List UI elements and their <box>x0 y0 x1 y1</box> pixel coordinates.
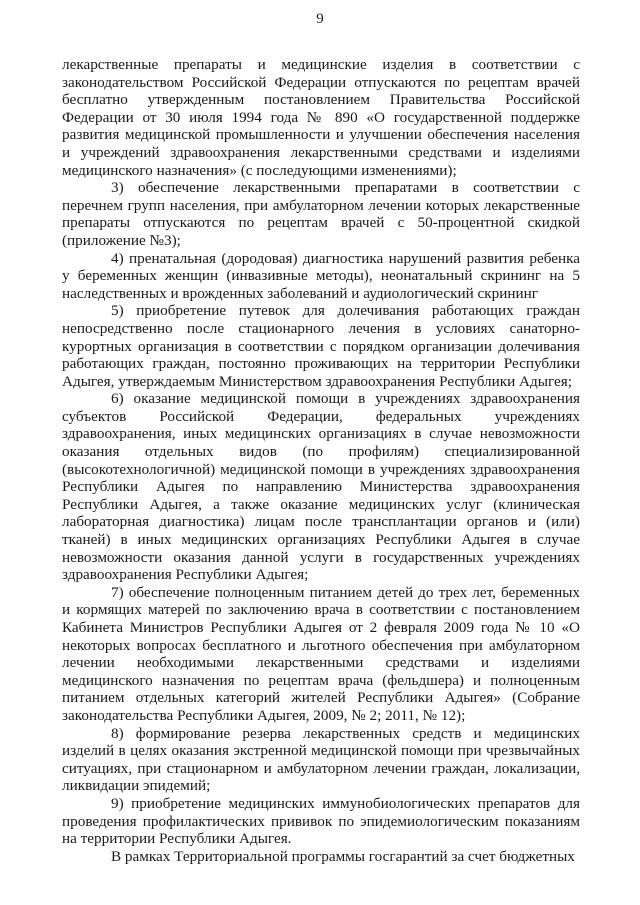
paragraph-item-5: 5) приобретение путевок для долечивания работающих граждан непосредственно после стационарного лечения в условиях санаторно-курортных организация в соответствии с порядком организации долечивания работающих граждан, постоянно проживающих на территории Республики Адыгея, утверждаемым Министерством здравоохранения Республики Адыгея; <box>62 302 580 390</box>
paragraph-item-4: 4) пренатальная (дородовая) диагностика нарушений развития ребенка у беременных женщин (инвазивные методы), неонатальный скрининг на 5 наследственных и врожденных заболеваний и аудиологический скрининг <box>62 249 580 302</box>
paragraph-item-3: 3) обеспечение лекарственными препаратами в соответствии с перечнем групп населения, при амбулаторном лечении которых лекарственные препараты отпускаются по рецептам врачей с 50-процентной скидкой (приложение №3); <box>62 179 580 249</box>
paragraph-item-9: 9) приобретение медицинских иммунобиологических препаратов для проведения профилактических прививок по эпидемиологическим показаниям на территории Республики Адыгея. <box>62 794 580 848</box>
paragraph-item-6: 6) оказание медицинской помощи в учреждениях здравоохранения субъектов Российской Федерации, федеральных учреждениях здравоохранения, иных медицинских организациях в случае невозможности оказания отдельных видов (по профилям) специализированной (высокотехнологичной) медицинской помощи в учреждениях здравоохранения Республики Адыгея по направлению Министерства здравоохранения Республики Адыгея, а также оказание медицинских услуг (клиническая лабораторная диагностика) лицам после трансплантации органов и (или) тканей) в иных медицинских организациях Республики Адыгея в случае невозможности оказания данной услуги в государственных учреждениях здравоохранения Республики Адыгея; <box>62 390 580 584</box>
paragraph-final: В рамках Территориальной программы госгарантий за счет бюджетных <box>111 847 575 865</box>
document-body <box>62 56 580 865</box>
page-number: 9 <box>316 11 324 27</box>
paragraph-item-8: 8) формирование резерва лекарственных средств и медицинских изделий в целях оказания экстренной медицинской помощи при чрезвычайных ситуациях, при стационарном и амбулаторном лечении граждан, локализации, ликвидации эпидемий; <box>62 724 580 795</box>
paragraph-item-7: 7) обеспечение полноценным питанием детей до трех лет, беременных и кормящих матерей по заключению врача в соответствии с постановлением Кабинета Министров Республики Адыгея от 2 февраля 2009 года № 10 «О некоторых вопросах бесплатного и льготного обеспечения при амбулаторном лечении необходимыми лекарственными средствами и изделиями медицинского назначения по рецептам врача (фельдшера) и полноценным питанием отдельных категорий жителей Республики Адыгея» (Собрание законодательства Республики Адыгея, 2009, № 2; 2011, № 12); <box>62 583 580 724</box>
paragraph-continuation: лекарственные препараты и медицинские изделия в соответствии с законодательством Российской Федерации отпускаются по рецептам врачей бесплатно утвержденным постановлением Правительства Российской Федерации от 30 июля 1994 года № 890 «О государственной поддержке развития медицинской промышленности и улучшении обеспечения населения и учреждений здравоохранения лекарственными средствами и изделиями медицинского назначения» (с последующими изменениями); <box>62 56 580 179</box>
